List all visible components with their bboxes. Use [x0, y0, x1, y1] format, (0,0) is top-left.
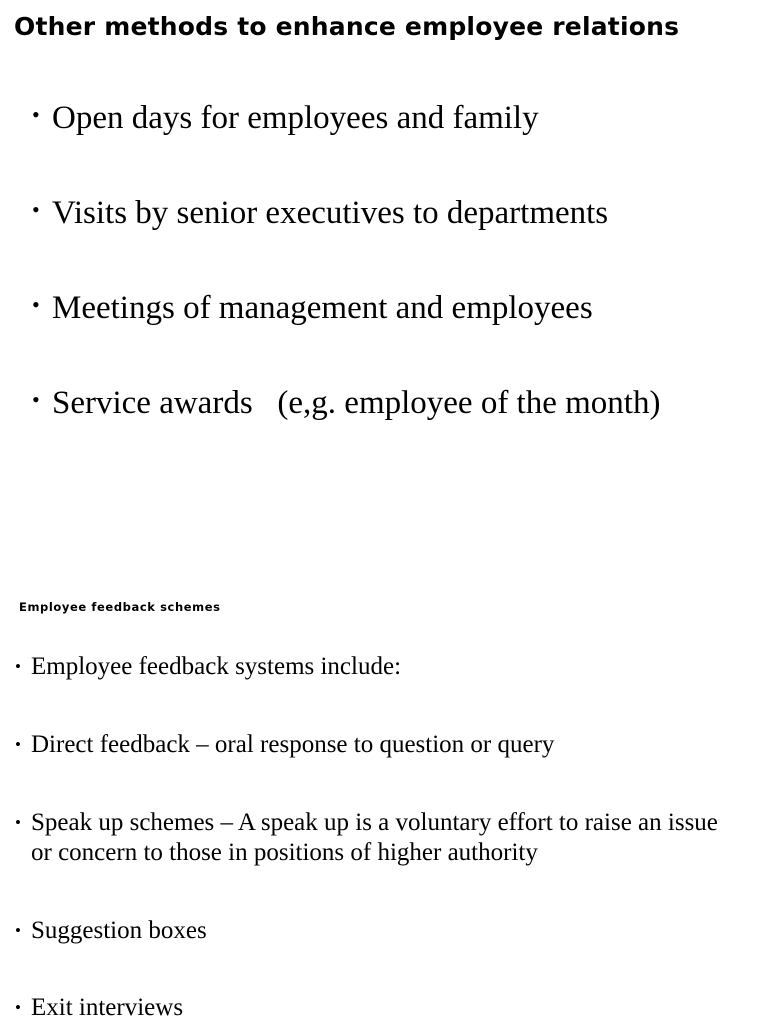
list-item — [15, 808, 721, 868]
bullet-icon: • — [15, 813, 21, 832]
bullet-icon: • — [32, 197, 40, 222]
list-item-text: Direct feedback – oral response to question or query — [31, 731, 555, 758]
list-item — [32, 191, 608, 232]
list-item — [32, 286, 593, 327]
bullet-icon: • — [32, 102, 40, 127]
bullet-icon: • — [15, 998, 21, 1017]
list-item-text: Speak up schemes – A speak up is a voluntary effort to raise an issue or concern to those in positions of higher authority — [31, 809, 718, 866]
list-item-text: Employee feedback systems include: — [31, 653, 402, 680]
bullet-icon: • — [15, 735, 21, 754]
list-item — [15, 916, 751, 946]
list-item-text: Exit interviews — [31, 994, 184, 1021]
bullet-icon: • — [32, 387, 40, 412]
list-item — [15, 993, 751, 1023]
section-title: Employee feedback schemes — [19, 600, 221, 614]
list-item-text: Open days for employees and family — [52, 100, 539, 136]
bullet-icon: • — [15, 921, 21, 940]
list-item-text: Service awards (e,g. employee of the month) — [52, 385, 661, 421]
slide-title: Other methods to enhance employee relations — [14, 12, 680, 41]
list-item-text: Suggestion boxes — [31, 917, 207, 944]
list-item — [32, 381, 660, 422]
list-item-text: Meetings of management and employees — [52, 290, 593, 326]
list-item — [15, 730, 751, 760]
bullet-icon: • — [32, 292, 40, 317]
bullet-icon: • — [15, 657, 21, 676]
list-item — [32, 96, 539, 137]
list-item — [15, 652, 751, 682]
list-item-text: Visits by senior executives to departments — [52, 195, 609, 231]
